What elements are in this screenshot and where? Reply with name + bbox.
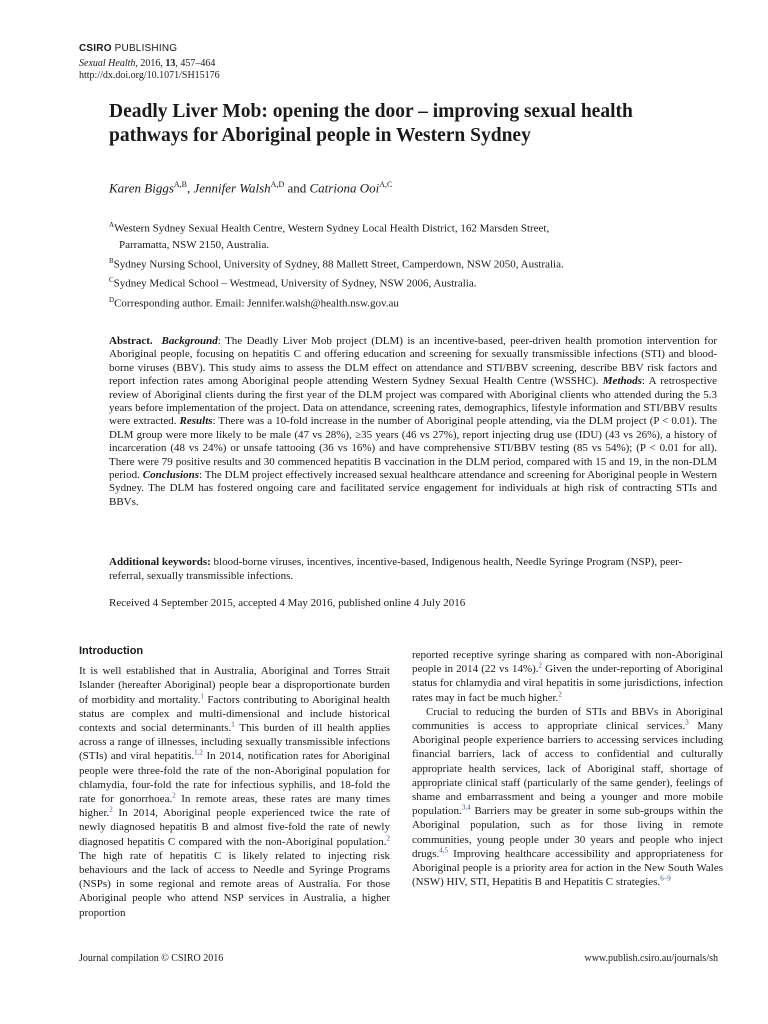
affiliation-item: [109, 272, 669, 292]
reference-link[interactable]: 3,4: [461, 803, 471, 812]
abstract-conclusions: : The DLM project effectively increased sexual healthcare attendance and screening for Aboriginal people in Western Sydney. The DLM has fostered ongoing care and facilitated service engagement for individuals at high risk of contracting STIs and BBVs.: [109, 469, 717, 508]
reference-link[interactable]: 2: [109, 805, 113, 814]
footer-copyright: Journal compilation © CSIRO 2016: [79, 953, 224, 964]
body-column-left: [79, 644, 390, 920]
paragraph-text: Barriers may be greater in some sub-groups within the Aboriginal population, such as for those living in remote communities, young people under 30 years and people who inject drugs.: [412, 805, 723, 860]
affiliation-sup: B: [109, 256, 114, 265]
reference-link[interactable]: 1: [231, 720, 235, 729]
reference-link[interactable]: 2: [172, 791, 176, 800]
abstract-background-label: Background: [161, 335, 218, 347]
reference-link[interactable]: 2: [386, 833, 390, 842]
paragraph-text: Factors contributing to Aboriginal health status are complex and multi-dimensional and include historical contexts and social determinants.: [79, 693, 391, 735]
reference-link[interactable]: 2: [558, 689, 562, 698]
affiliation-text: Sydney Medical School – Westmead, University of Sydney, NSW 2006, Australia.: [113, 277, 477, 290]
affiliation-text: Western Sydney Sexual Health Centre, Western Sydney Local Health District, 162 Marsden Street,: [114, 222, 550, 235]
abstract-results: : There was a 10-fold increase in the number of Aboriginal people attending, via the DLM project (P < 0.01). The DLM group were more likely to be male (47 vs 28%), ≥35 years (46 vs 27%), report injecting drug use (IDU) (43 vs 26%), a history of incarceration (48 vs 24%) or unsafe tattooing (36 vs 16%) and have comprehensive STI/BBV testing (85 vs 54%); (P < 0.01 for all). There were 79 positive results and 30 commenced hepatitis B vaccination in the DLM period, compared with 15 and 19, in the non-DLM period.: [109, 415, 717, 482]
additional-keywords: [109, 555, 717, 583]
author-list: [109, 180, 392, 196]
reference-link[interactable]: 6–9: [660, 874, 671, 883]
affiliation-sup: A: [109, 221, 115, 229]
author-separator: ,: [187, 180, 194, 196]
reference-link[interactable]: 2: [538, 661, 543, 670]
affiliation-text: Sydney Nursing School, University of Sydney, 88 Mallett Street, Camperdown, NSW 2050, Australia.: [113, 258, 564, 271]
reference-link[interactable]: 3: [685, 718, 689, 727]
paragraph-text: Crucial to reducing the burden of STIs and BBVs in Aboriginal communities is access to appropriate clinical services.: [412, 705, 723, 733]
journal-name: Sexual Health: [79, 58, 136, 69]
journal-pages: , 457–464: [175, 58, 216, 69]
article-title: Deadly Liver Mob: opening the door – improving sexual health pathways for Aboriginal people in Western Sydney: [109, 101, 633, 146]
author-name: Jennifer Walsh: [193, 180, 271, 196]
reference-link[interactable]: 1,2: [194, 748, 203, 757]
publisher-rest: PUBLISHING: [111, 43, 178, 54]
footer-journal-url[interactable]: www.publish.csiro.au/journals/sh: [584, 953, 718, 964]
paragraph: [79, 664, 390, 920]
affiliation-item: [109, 217, 669, 237]
abstract-background: : The Deadly Liver Mob project (DLM) is an incentive-based, peer-driven health promotion intervention for Aboriginal people, focusing on hepatitis C and offering education and screening for sexually transmissible infections (STI) and blood-borne viruses (BBV). This study aims to assess the DLM effect on attendance and STI/BBV screening, describe BBV risk factors and report infection rates among Aboriginal people attending Western Sydney Sexual Health Centre (WSSHC).: [109, 335, 718, 388]
paragraph-text: Many Aboriginal people experience barriers to accessing services including financial barriers, lack of access to confidential and culturally appropriate health services, lack of Aboriginal staff, shortage of appropriate clinical staff (particularly of the same gender), feelings of shame and embarrassment and being a younger and more mobile population.: [412, 720, 723, 818]
author-name: Karen Biggs: [109, 180, 174, 196]
reference-link[interactable]: 1: [200, 691, 204, 700]
paragraph-text: Given the under-reporting of Aboriginal status for chlamydia and viral hepatitis in some jurisdictions, infection rates may in fact be much higher.: [412, 663, 723, 704]
section-heading-introduction: Introduction: [79, 645, 144, 657]
body-column-right: [412, 648, 723, 889]
paragraph-text: Improving healthcare accessibility and appropriateness for Aboriginal people is a priority area for action in the New South Wales (NSW) HIV, STI, Hepatitis B and Hepatitis C strategies.: [412, 847, 723, 889]
paragraph-text: This burden of ill health applies across a range of illnesses, including sexually transmissible infections (STIs) and viral hepatitis.: [79, 722, 390, 763]
abstract-results-label: Results: [179, 415, 213, 428]
abstract-methods-label: Methods: [602, 375, 642, 388]
publisher-bold: CSIRO: [79, 43, 112, 54]
keywords-label: Additional keywords:: [109, 556, 211, 568]
paragraph-text: It is well established that in Australia, Aboriginal and Torres Strait Islander (hereafter Aboriginal) people bear a disproportionate burden of morbidity and mortality.: [79, 665, 390, 706]
paragraph-text: The high rate of hepatitis C is likely related to injecting risk behaviours and the lack of access to Needle and Syringe Programs (NSPs) in some regional and remote areas of Australia. For those Aboriginal people who attend NSP services in Australia, a higher proportion: [79, 849, 390, 919]
reference-link[interactable]: 4,5: [439, 846, 448, 855]
paragraph-text: In 2014, notification rates for Aboriginal people were three-fold the rate of the non-Aboriginal population for chlamydia, four-fold the rate for infectious syphilis, and 18-fold the rate for gonorrhoea.: [79, 750, 390, 806]
affiliation-item: [109, 253, 669, 273]
abstract-methods: : A retrospective review of Aboriginal clients during the first year of the DLM project was compared with Aboriginal clients who attended during the 5.3 years before implementation of the project. Data on attendance, screening rates, demographics, lifestyle information and STI/BBV results were extracted.: [109, 375, 718, 428]
paragraph: [412, 705, 723, 890]
paragraph-text: In remote areas, these rates are many times higher.: [79, 793, 390, 820]
author-affil-sup: A,C: [379, 180, 393, 189]
journal-citation: [79, 57, 215, 70]
publisher-name: [79, 43, 177, 54]
affiliation-sup: D: [109, 295, 115, 304]
abstract: [109, 335, 717, 509]
paragraph-text: In 2014, Aboriginal people experienced twice the rate of newly diagnosed hepatitis B and almost five-fold the rate of newly diagnosed hepatitis C compared with the non-Aboriginal population.: [79, 807, 390, 848]
doi-link[interactable]: http://dx.doi.org/10.1071/SH15176: [79, 70, 220, 81]
author-affil-sup: A,B: [173, 180, 188, 189]
affiliation-continuation: Parramatta, NSW 2150, Australia.: [119, 238, 270, 251]
abstract-conclusions-label: Conclusions: [142, 469, 199, 482]
journal-volume: 13: [165, 58, 176, 69]
paragraph: [412, 648, 723, 705]
affiliation-item: [109, 292, 669, 312]
affiliations: [109, 217, 669, 312]
author-separator: and: [284, 180, 310, 196]
affiliation-text: Corresponding author. Email: Jennifer.walsh@health.nsw.gov.au: [114, 297, 399, 310]
abstract-label: Abstract.: [109, 335, 153, 347]
author-name: Catriona Ooi: [309, 180, 380, 196]
paragraph-text: reported receptive syringe sharing as compared with non-Aboriginal people in 2014 (22 vs 14%).: [412, 649, 723, 676]
affiliation-sup: C: [109, 276, 114, 285]
journal-year: , 2016,: [135, 58, 166, 69]
keywords-text: blood-borne viruses, incentives, incentive-based, Indigenous health, Needle Syringe Program (NSP), peer-referral, sexually transmissible infections.: [109, 556, 683, 582]
author-affil-sup: A,D: [270, 180, 285, 189]
received-dates: Received 4 September 2015, accepted 4 May 2016, published online 4 July 2016: [109, 597, 466, 609]
